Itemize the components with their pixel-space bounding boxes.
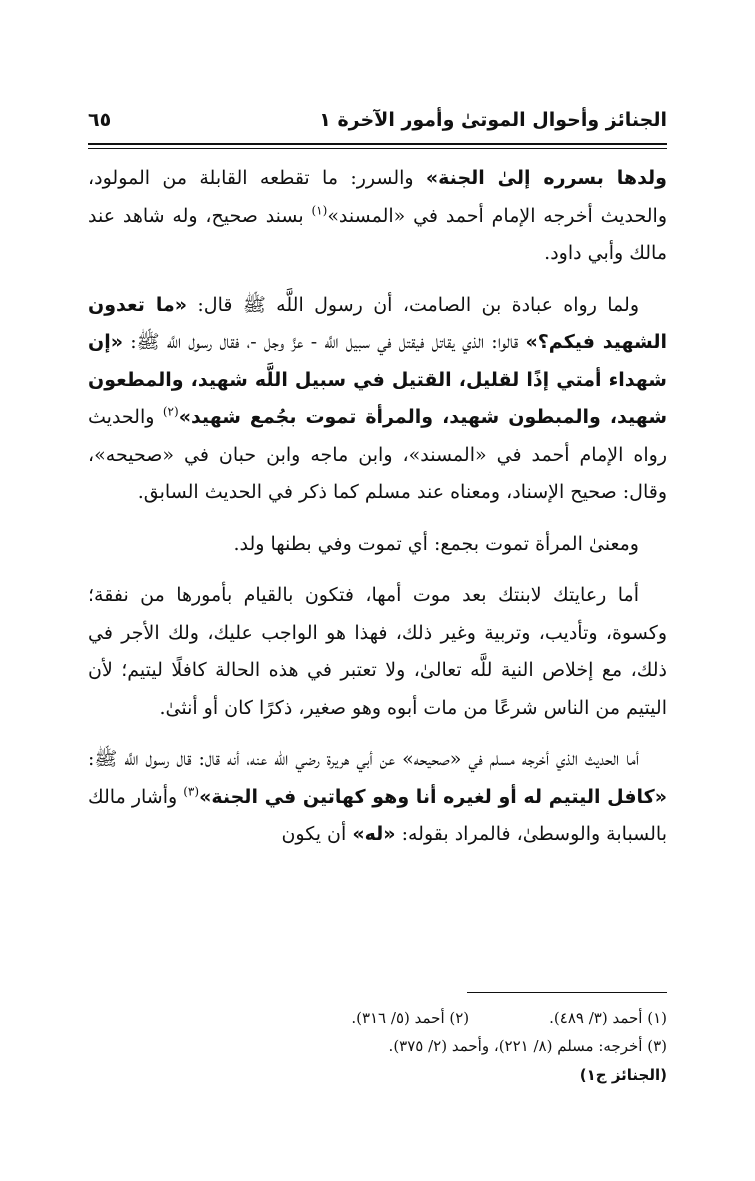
paragraph-3: ومعنىٰ المرأة تموت بجمع: أي تموت وفي بطنها ولد. — [233, 532, 639, 555]
text-run: والسرر: ما تقطعه القابلة من المولود، والحديث أخرجه الإمام أحمد في «المسند» — [88, 167, 667, 227]
text-run: أما الحديث الذي أخرجه مسلم في «صحيحه» عن أبي هريرة رضي الله عنه، أنه قال: قال رسول اللَّه ﷺ: — [88, 748, 639, 770]
footnote-row — [88, 1004, 667, 1032]
main-text — [88, 160, 667, 868]
text-run: بسند صحيح، وله شاهد عند مالك وأبي داود. — [88, 204, 667, 264]
page-number: ٦٥ — [88, 109, 112, 131]
header-rule-thin — [88, 148, 667, 149]
footnotes — [88, 1004, 667, 1060]
paragraph-2 — [88, 287, 667, 512]
text-run: وأشار مالك بالسبابة والوسطىٰ، فالمراد بقوله: — [88, 785, 667, 845]
text-run: والحديث رواه الإمام أحمد في «المسند»، وابن ماجه وابن حبان في «صحيحه»، وقال: صحيح الإسناد، ومعناه عند مسلم كما ذكر في الحديث السابق. — [88, 406, 667, 503]
running-header — [88, 100, 667, 140]
footnote-2: (٢) أحمد (٥/ ٣١٦). — [351, 1009, 470, 1027]
text-run: ولما رواه عبادة بن الصامت، أن رسول اللَّه ﷺ قال: — [187, 293, 639, 316]
header-rule-thick — [88, 143, 667, 145]
footnote-ref-3: (٣) — [183, 784, 200, 799]
hadith-text: «له» — [352, 823, 396, 845]
signature-mark: (الجنائز ج١) — [579, 1066, 667, 1084]
footnote-ref-1: (١) — [311, 203, 328, 218]
text-run: قالوا: الذي يقاتل فيقتل في سبيل اللَّه - عزَّ وجل -، فقال رسول اللَّه ﷺ: — [123, 331, 526, 353]
paragraph-5 — [88, 741, 667, 854]
paragraph-4: أما رعايتك لابنتك بعد موت أمها، فتكون بالقيام بأمورها من نفقة؛ وكسوة، وتأديب، وتربية وغير ذلك، فهذا هو الواجب عليك، ولك الأجر في ذلك، مع إخلاص النية للَّه تعالىٰ، ولا تعتبر في هذه الحالة كافلًا ليتيم؛ لأن اليتيم من الناس شرعًا من مات أبوه وهو صغير، ذكرًا كان أو أنثىٰ. — [88, 584, 667, 719]
hadith-text: «ما تعدون الشهيد فيكم؟» — [88, 293, 668, 353]
hadith-text: ولدها بسرره إلىٰ الجنة» — [425, 167, 667, 189]
footnote-3: (٣) أخرجه: مسلم (٨/ ٢٢١)، وأحمد (٢/ ٣٧٥). — [388, 1037, 667, 1055]
header-title: الجنائز وأحوال الموتىٰ وأمور الآخرة ١ — [319, 109, 667, 131]
paragraph-1 — [88, 160, 667, 273]
footnote-1: (١) أحمد (٣/ ٤٨٩). — [549, 1009, 667, 1027]
hadith-text: «كافل اليتيم له أو لغيره أنا وهو كهاتين في الجنة» — [199, 785, 667, 808]
footnote-rule — [467, 992, 667, 993]
footnote-ref-2: (٢) — [162, 404, 179, 419]
hadith-text: «إن شهداء أمتي إذًا لقليل، القتيل في سبيل اللَّه شهيد، والمطعون شهيد، والمبطون شهيد، والمرأة تموت بجُمع شهيد» — [88, 331, 668, 428]
text-run: أن يكون — [281, 823, 353, 845]
